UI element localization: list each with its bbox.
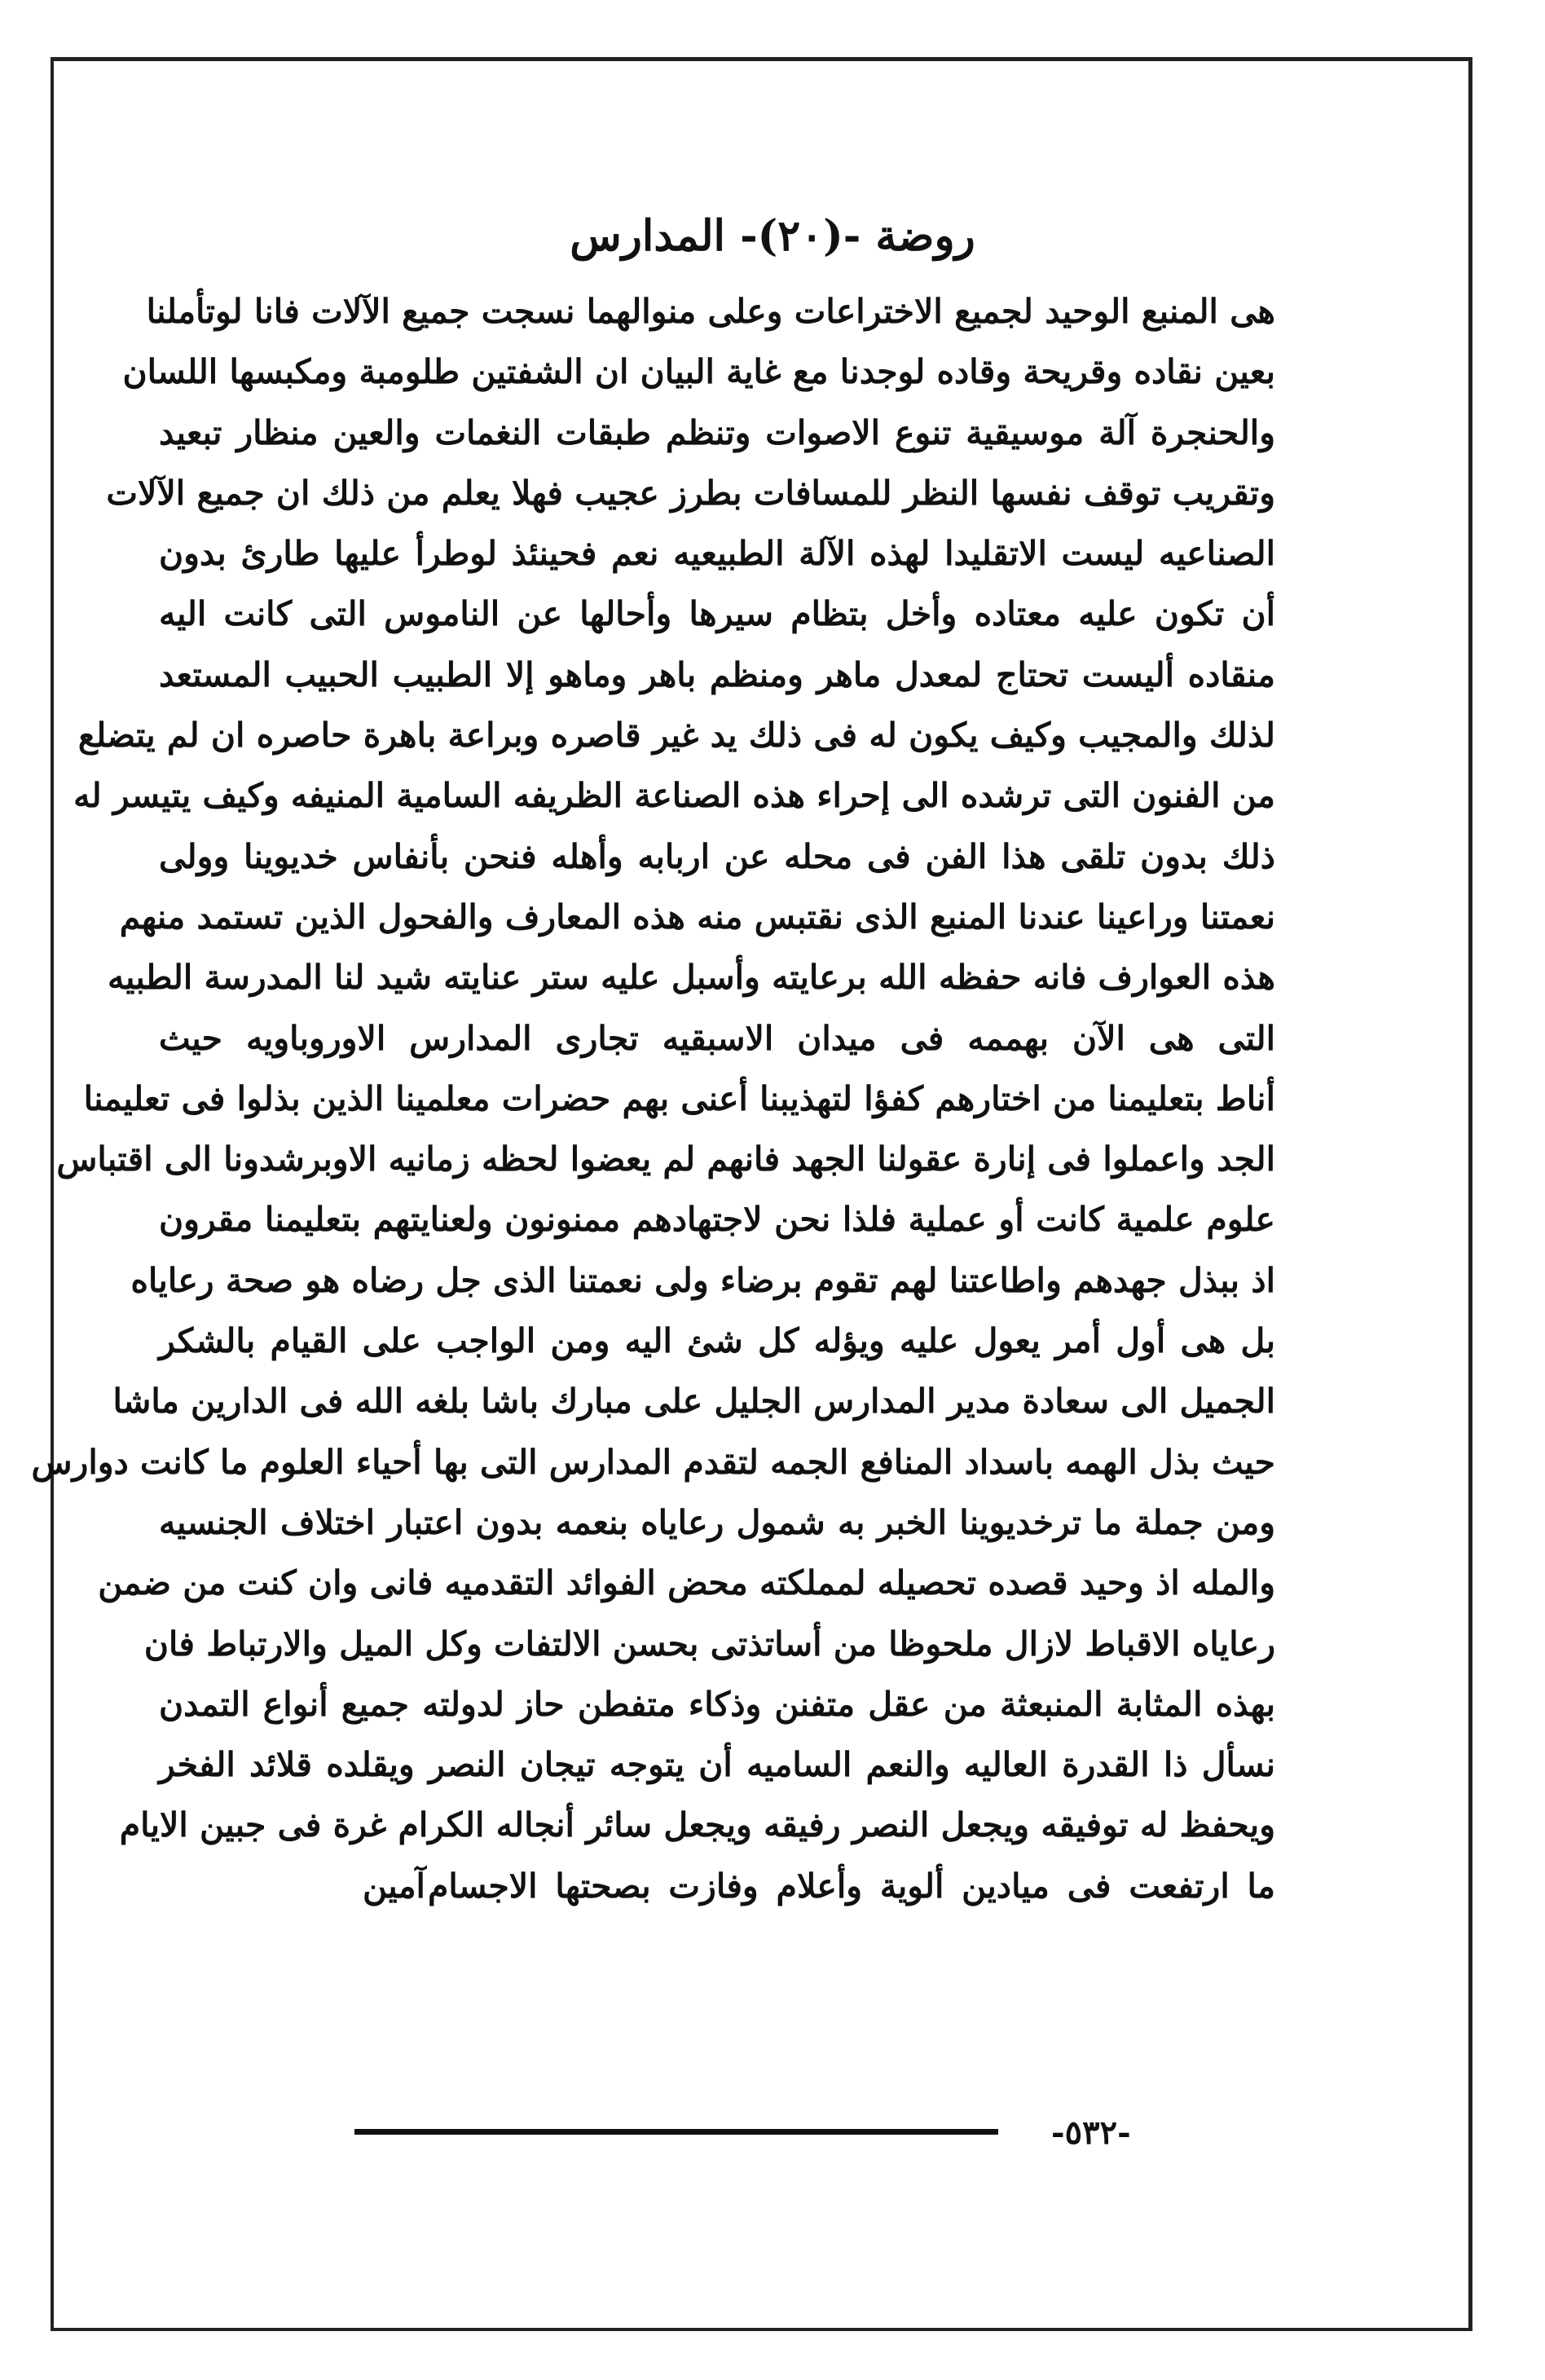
text-line: ويحفظ له توفيقه ويجعل النصر رفيقه ويجعل سائر أنجاله الكرام غرة فى جبين الايام — [119, 1805, 1275, 1845]
text-line: التى هى الآن بهممه فى ميدان الاسبقيه تجارى المدارس الاوروباويه حيث — [159, 1018, 1275, 1058]
text-line: الصناعيه ليست الاتقليدا لهذه الآلة الطبيعيه نعم فحينئذ لوطرأ عليها طارئ بدون — [159, 534, 1275, 574]
page-header: روضة -(٢٠)- المدارس — [570, 211, 975, 261]
text-line: منقاده أليست تحتاج لمعدل ماهر ومنظم باهر وماهو إلا الطبيب الحبيب المستعد — [159, 654, 1275, 694]
text-line: حيث بذل الهمه باسداد المنافع الجمه لتقدم المدارس التى بها أحياء العلوم ما كانت دوارس — [31, 1442, 1275, 1482]
text-line: ومن جملة ما ترخديوينا الخبر به شمول رعاياه بنعمه بدون اعتبار اختلاف الجنسيه — [159, 1502, 1275, 1542]
text-line: ذلك بدون تلقى هذا الفن فى محله عن اربابه وأهله فنحن بأنفاس خديوينا وولى — [159, 836, 1275, 876]
footer-rule — [354, 2129, 998, 2135]
page-number: -٥٣٢- — [1051, 2113, 1131, 2152]
text-line: علوم علمية كانت أو عملية فلذا نحن لاجتهادهم ممنونون ولعنايتهم بتعليمنا مقرون — [159, 1200, 1275, 1240]
text-line: بل هى أول أمر يعول عليه ويؤله كل شئ اليه ومن الواجب على القيام بالشكر — [159, 1321, 1275, 1361]
text-line: رعاياه الاقباط لازال ملحوظا من أساتذتى بحسن الالتفات وكل الميل والارتباط فان — [143, 1624, 1275, 1664]
text-line: نعمتنا وراعينا عندنا المنبع الذى نقتبس منه هذه المعارف والفحول الذين تستمد منهم — [119, 897, 1275, 937]
text-line: والحنجرة آلة موسيقية تنوع الاصوات وتنظم طبقات النغمات والعين منظار تبعيد — [159, 412, 1275, 452]
text-line: بهذه المثابة المنبعثة من عقل متفنن وذكاء متفطن حاز لدولته جميع أنواع التمدن — [159, 1684, 1275, 1724]
text-line: نسأل ذا القدرة العاليه والنعم الساميه أن يتوجه تيجان النصر ويقلده قلائد الفخر — [159, 1745, 1275, 1785]
body-text — [31, 281, 1275, 1916]
text-line: والمله اذ وحيد قصده تحصيله لمملكته محض الفوائد التقدميه فانى وان كنت من ضمن — [98, 1563, 1275, 1603]
text-line: الجد واعملوا فى إنارة عقولنا الجهد فانهم لم يعضوا لحظه زمانيه الاوبرشدونا الى اقتباس — [56, 1139, 1275, 1179]
closing-line — [159, 1856, 1275, 1916]
text-line: أن تكون عليه معتاده وأخل بتظام سيرها وأحالها عن الناموس التى كانت اليه — [159, 594, 1275, 634]
text-line: لذلك والمجيب وكيف يكون له فى ذلك يد غير قاصره وبراعة باهرة حاصره ان لم يتضلع — [77, 716, 1275, 756]
text-line: هى المنبع الوحيد لجميع الاختراعات وعلى منوالهما نسجت جميع الآلات فانا لوتأملنا — [146, 292, 1275, 331]
closing-text: ما ارتفعت فى ميادين ألوية وأعلام وفازت بصحتها الاجسام — [428, 1866, 1275, 1906]
text-line: بعين نقاده وقريحة وقاده لوجدنا مع غاية البيان ان الشفتين طلومبة ومكبسها اللسان — [122, 352, 1275, 392]
text-line: الجميل الى سعادة مدير المدارس الجليل على مبارك باشا بلغه الله فى الدارين ماشا — [112, 1382, 1275, 1421]
text-line: اذ ببذل جهدهم واطاعتنا لهم تقوم برضاء ولى نعمتنا الذى جل رضاه هو صحة رعاياه — [130, 1260, 1275, 1300]
text-line: هذه العوارف فانه حفظه الله برعايته وأسبل عليه ستر عنايته شيد لنا المدرسة الطبيه — [108, 958, 1275, 998]
text-line: من الفنون التى ترشده الى إحراء هذه الصناعة الظريفه السامية المنيفه وكيف يتيسر له — [73, 776, 1275, 816]
text-line: وتقريب توقف نفسها النظر للمسافات بطرز عجيب فهلا يعلم من ذلك ان جميع الآلات — [106, 473, 1275, 513]
text-line: أناط بتعليمنا من اختارهم كفؤا لتهذيبنا أعنى بهم حضرات معلمينا الذين بذلوا فى تعليمنا — [83, 1078, 1275, 1118]
closing-word: آمين — [363, 1866, 425, 1906]
